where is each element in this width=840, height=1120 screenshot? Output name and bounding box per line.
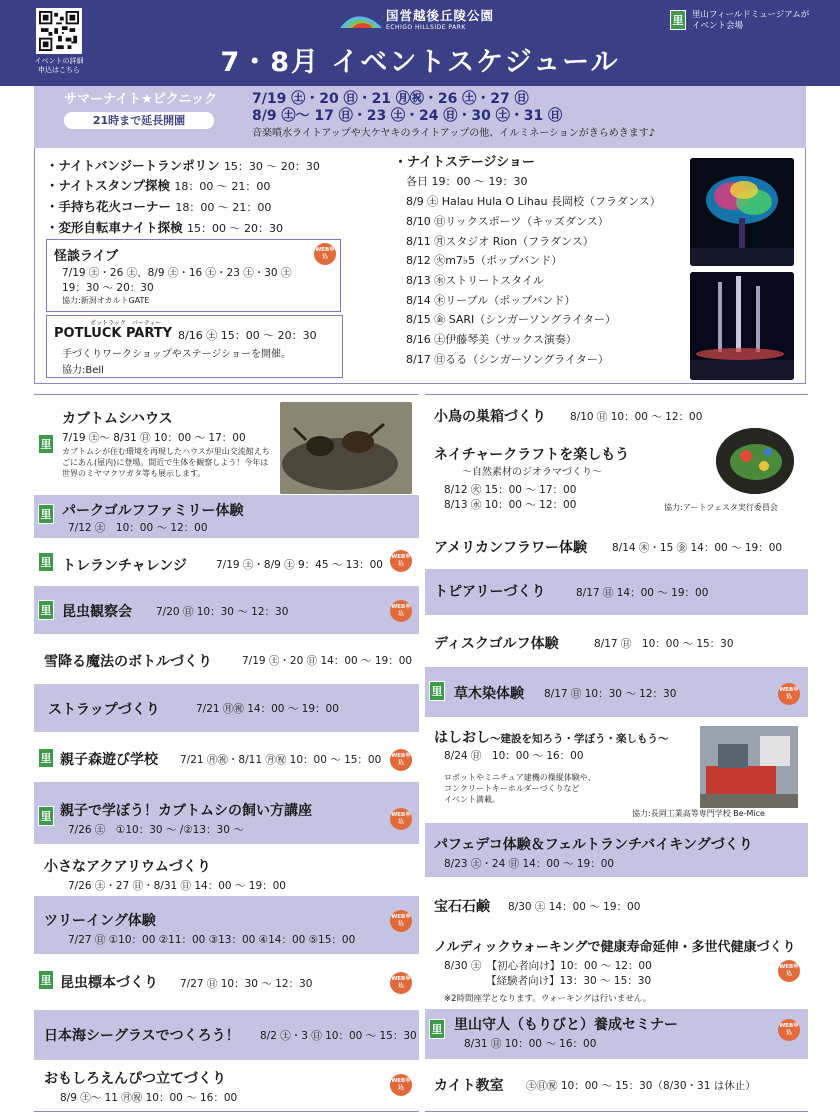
night-item (46, 218, 283, 236)
web-apply-badge[interactable]: WEB申込 (390, 600, 412, 622)
event-date: 8/9 ㊏〜 11 ㊊㊗ 10：00 〜 16：00 (60, 1092, 238, 1104)
web-apply-badge[interactable]: WEB申込 (390, 910, 412, 932)
event-credit: 協力:アートフェスタ実行委員会 (664, 503, 778, 512)
satoyama-badge: 里 (38, 600, 54, 620)
event-name: 小鳥の巣箱づくり (434, 409, 546, 425)
event-name: 昆虫標本づくり (60, 975, 158, 991)
event-date: 7/26 ㊏ ①10：30 〜 /②13：30 〜 (68, 824, 244, 836)
kaidan-credit: 協力:新潟オカルトGATE (62, 296, 150, 305)
satoyama-badge: 里 (38, 748, 54, 768)
satoyama-legend-badge: 里 (670, 10, 686, 30)
event-name: カブトムシハウス (62, 411, 173, 427)
night-item (46, 176, 270, 194)
event-date: 8/2 ㊏・3 ㊐ 10：00 〜 15：30 (260, 1030, 417, 1042)
event-name: 日本海シーグラスでつくろう！ (44, 1028, 240, 1044)
web-apply-badge[interactable]: WEB申込 (390, 808, 412, 830)
satoyama-badge: 里 (38, 806, 54, 826)
kaidan-time: 19：30 〜 20：30 (62, 282, 154, 294)
event-name: パフェデコ体験＆フェルトランチバイキングづくり (434, 837, 753, 853)
event-description: カブトムシが住む環境を再現したハウスが里山交流館えちごにあん(屋内)に登場。間近で生体を観察しよう！今年は世界のミヤマクワガタ等も展示します。 (62, 447, 270, 478)
event-date: 8/30 ㊏ 【初心者向け】10：00 〜 12：00 (444, 960, 652, 972)
stage-item: 8/14 ㊍リーブル（ポップバンド） (406, 294, 576, 307)
event-date: 7/26 ㊏・27 ㊐・8/31 ㊐ 14：00 〜 19：00 (68, 880, 286, 892)
event-note: ※2時間座学となります。ウォーキングは行いません。 (444, 994, 652, 1004)
potluck-title: POTLUCK PARTY (54, 326, 173, 341)
event-credit: 協力:長岡工業高等専門学校 Be-Mice (632, 809, 765, 818)
robot-demo-photo (700, 726, 798, 808)
night-item-name: ・ナイトバンジートランポリン (46, 158, 220, 173)
event-desc-line: イベント満載。 (444, 795, 500, 804)
potluck-time: 8/16 ㊏ 15：00 〜 20：30 (178, 329, 317, 342)
event-date: 7/12 ㊏ 10：00 〜 12：00 (68, 522, 208, 534)
event-date: 8/30 ㊏ 14：00 〜 19：00 (508, 901, 641, 913)
satoyama-badge: 里 (38, 504, 54, 524)
event-date: 7/19 ㊏〜 8/31 ㊐ 10：00 〜 17：00 (62, 432, 246, 444)
event-name: 親子森遊び学校 (60, 752, 158, 768)
event-date: ㊏㊐㊗ 10：00 〜 15：30（8/30・31 は休止） (526, 1080, 756, 1092)
web-apply-badge[interactable]: WEB申込 (778, 1019, 800, 1041)
event-date: 7/20 ㊐ 10：30 〜 12：30 (156, 606, 289, 618)
legend-line1: 里山フィールドミュージアムが (692, 10, 810, 20)
event-date-2: 8/13 ㊌ 10：00 〜 12：00 (444, 499, 577, 511)
fountain-lightup-photo (690, 272, 794, 380)
event-name: 里山守人（もりびと）養成セミナー (454, 1017, 678, 1033)
night-item-time: 18：00 〜 21：00 (174, 180, 271, 193)
event-date: 7/21 ㊊㊗ 14：00 〜 19：00 (196, 703, 339, 715)
stage-show-title: ・ナイトステージショー (394, 155, 535, 170)
event-date: 8/31 ㊐ 10：00 〜 16：00 (464, 1038, 597, 1050)
satoyama-badge: 里 (38, 970, 54, 990)
web-apply-badge[interactable]: WEB申込 (390, 972, 412, 994)
stage-item: 8/10 ㊐リックスポーツ（キッズダンス） (406, 215, 609, 228)
event-name: トピアリーづくり (434, 584, 546, 600)
illuminated-tree-photo (690, 158, 794, 266)
night-item-time: 15：30 〜 20：30 (223, 160, 320, 173)
event-date: 8/14 ㊍・15 ㊎ 14：00 〜 19：00 (612, 542, 783, 554)
potluck-credit: 協力:Bell (62, 365, 104, 376)
night-item-name: ・手持ち花火コーナー (46, 199, 172, 214)
event-name: 昆虫観察会 (62, 604, 132, 620)
event-date: 7/19 ㊏・8/9 ㊏ 9：45 〜 13：00 (216, 559, 383, 571)
night-item-time: 18：00 〜 21：00 (175, 201, 272, 214)
event-subtitle: 〜建設を知ろう・学ぼう・楽しもう〜 (490, 733, 669, 745)
night-item (46, 156, 320, 174)
web-apply-badge[interactable]: WEB申込 (390, 550, 412, 572)
satoyama-legend (692, 10, 832, 32)
potluck-ruby: ポットラック パーティー (90, 320, 162, 327)
web-apply-badge[interactable]: WEB申込 (778, 960, 800, 982)
summer-title: サマーナイト★ピクニック (64, 92, 217, 107)
event-description (444, 772, 596, 805)
park-logo-name: 国営越後丘陵公園 (386, 8, 495, 23)
event-name: ツリーイング体験 (44, 913, 156, 929)
park-logo-english: ECHIGO HILLSIDE PARK (386, 24, 466, 31)
legend-line2: イベント会場 (692, 21, 744, 31)
stage-show-time: 各日 19：00 〜 19：30 (406, 175, 528, 188)
event-name: 雪降る魔法のボトルづくり (44, 654, 212, 670)
summer-description: 音楽噴水ライトアップや大ケヤキのライトアップの他、イルミネーションがきらめきます♪ (252, 128, 656, 139)
kaidan-title: 怪談ライブ (54, 249, 119, 264)
event-name: 小さなアクアリウムづくり (44, 859, 211, 875)
park-logo-icon (338, 8, 384, 30)
event-name (434, 727, 669, 747)
event-name: ディスクゴルフ体験 (434, 636, 559, 652)
event-date: 7/27 ㊐ 10：30 〜 12：30 (180, 978, 313, 990)
event-name: 親子で学ぼう！カブトムシの飼い方講座 (60, 803, 312, 819)
event-subtitle: 〜自然素材のジオラマづくり〜 (462, 467, 602, 478)
night-item-name: ・変形自転車ナイト探検 (46, 220, 183, 235)
extended-hours-pill: 21時まで延長開園 (64, 112, 214, 129)
qr-caption-line2: 申込はこちら (38, 66, 80, 74)
page-title: 7・8月 イベントスケジュール (220, 47, 620, 78)
event-date-2: 【経験者向け】13：30 〜 15：30 (486, 975, 652, 987)
night-item-time: 15：00 〜 20：30 (187, 222, 283, 235)
web-apply-badge[interactable]: WEB申込 (778, 683, 800, 705)
stage-item: 8/12 ㊋m7♭5（ポップバンド） (406, 254, 563, 267)
kaidan-dates: 7/19 ㊏・26 ㊏、8/9 ㊏・16 ㊏・23 ㊏・30 ㊏ (62, 267, 292, 279)
stage-item: 8/16 ㊏伊藤琴美（サックス演奏） (406, 333, 577, 346)
qr-caption-line1: イベントの詳細 (34, 57, 84, 65)
potluck-description: 手づくりワークショップやステージショーを開催。 (62, 349, 291, 360)
summer-dates-august: 8/9 ㊏〜 17 ㊐・23 ㊏・24 ㊐・30 ㊏・31 ㊐ (252, 108, 563, 124)
web-apply-badge[interactable]: WEB申込 (390, 1074, 412, 1096)
satoyama-badge: 里 (429, 681, 445, 701)
stage-item: 8/17 ㊐るる（シンガーソングライター） (406, 353, 609, 366)
event-date: 8/24 ㊐ 10：00 〜 16：00 (444, 750, 584, 762)
event-date: 8/23 ㊏・24 ㊐ 14：00 〜 19：00 (444, 858, 615, 870)
stage-item: 8/11 ㊊スタジオ Rion（フラダンス） (406, 235, 594, 248)
web-apply-badge[interactable]: WEB申込 (314, 243, 336, 265)
event-date: 8/17 ㊐ 14：00 〜 19：00 (576, 587, 709, 599)
event-name: カイト教室 (434, 1078, 504, 1094)
event-date: 8/10 ㊐ 10：00 〜 12：00 (570, 411, 703, 423)
night-item-name: ・ナイトスタンプ探検 (46, 178, 171, 193)
stage-item: 8/15 ㊎ SARI（シンガーソングライター） (406, 313, 617, 326)
web-apply-badge[interactable]: WEB申込 (390, 749, 412, 771)
satoyama-badge: 里 (38, 434, 54, 454)
event-name: 宝石石鹸 (434, 899, 490, 915)
event-name: ノルディックウォーキングで健康寿命延伸・多世代健康づくり (434, 940, 796, 955)
event-date: 7/21 ㊊㊗・8/11 ㊊㊗ 10：00 〜 15：00 (180, 754, 382, 766)
event-date: 8/12 ㊋ 15：00 〜 17：00 (444, 484, 577, 496)
stage-item: 8/9 ㊏ Halau Hula O Lihau 長岡校（フラダンス） (406, 195, 661, 208)
event-name: アメリカンフラワー体験 (434, 540, 588, 556)
stage-item: 8/13 ㊌ストリートスタイル (406, 274, 544, 287)
event-date: 8/17 ㊐ 10：30 〜 12：30 (544, 688, 677, 700)
event-name-main: はしおし (434, 730, 490, 746)
event-name: ストラップづくり (48, 702, 160, 718)
event-date: 7/27 ㊐ ①10：00 ②11：00 ③13：00 ④14：00 ⑤15：00 (68, 934, 356, 946)
event-name: おもしろえんぴつ立てづくり (44, 1071, 226, 1087)
beetle-photo (280, 402, 412, 494)
event-date: 8/17 ㊐ 10：00 〜 15：30 (594, 638, 734, 650)
event-name: ネイチャークラフトを楽しもう (434, 447, 630, 463)
satoyama-badge: 里 (38, 552, 54, 572)
event-name: 草木染体験 (454, 686, 524, 702)
event-name: トレランチャレンジ (62, 558, 187, 574)
event-name: パークゴルフファミリー体験 (62, 503, 244, 519)
event-desc-line: ロボットやミニチュア建機の操縦体験や、 (444, 773, 596, 782)
satoyama-badge: 里 (429, 1019, 445, 1039)
nature-craft-photo (716, 428, 794, 494)
event-date: 7/19 ㊏・20 ㊐ 14：00 〜 19：00 (242, 655, 413, 667)
event-desc-line: コンクリートキーホルダーづくりなど (444, 784, 580, 793)
summer-dates-july: 7/19 ㊏・20 ㊐・21 ㊊㊗・26 ㊏・27 ㊐ (252, 91, 529, 107)
night-item (46, 197, 271, 215)
